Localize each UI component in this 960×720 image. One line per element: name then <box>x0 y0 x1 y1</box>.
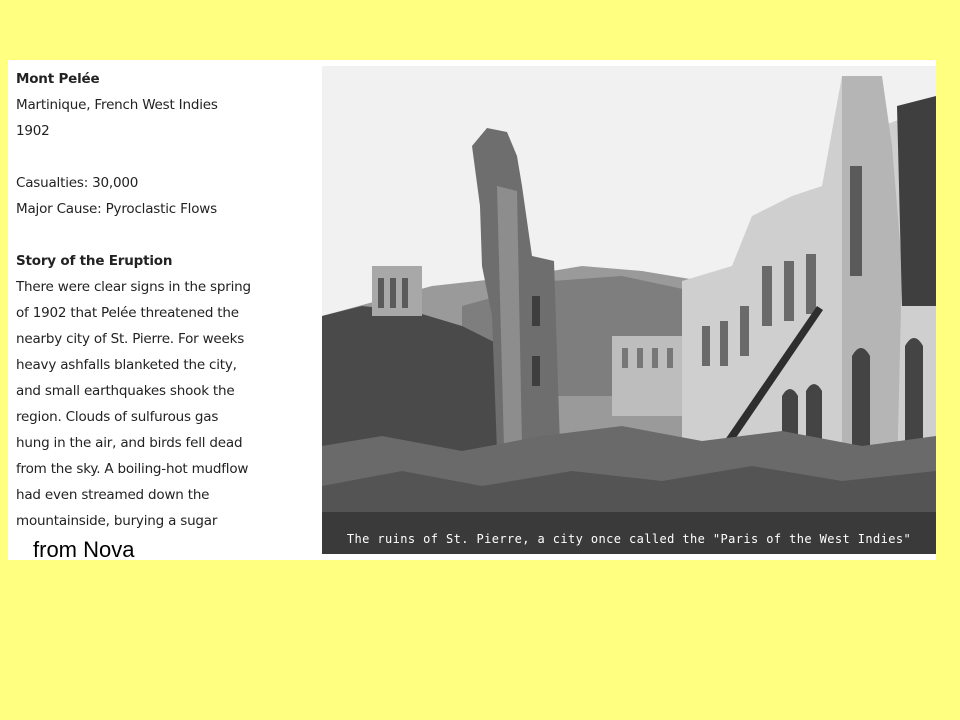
spacer <box>16 144 321 170</box>
article-text <box>16 66 321 534</box>
article-year: 1902 <box>16 123 50 139</box>
article-location: Martinique, French West Indies <box>16 97 218 113</box>
casualties-text: Casualties: 30,000 <box>16 175 139 191</box>
story-line: heavy ashfalls blanketed the city, <box>16 357 237 373</box>
source-note: from Nova <box>33 537 135 562</box>
story-line: of 1902 that Pelée threatened the <box>16 305 239 321</box>
story-line: There were clear signs in the spring <box>16 279 251 295</box>
story-line: from the sky. A boiling-hot mudflow <box>16 461 249 477</box>
story-heading: Story of the Eruption <box>16 253 173 269</box>
story-line: hung in the air, and birds fell dead <box>16 435 243 451</box>
story-line: mountainside, burying a sugar <box>16 513 218 529</box>
content-panel <box>8 60 936 560</box>
story-line: and small earthquakes shook the <box>16 383 235 399</box>
spacer <box>16 222 321 248</box>
ruins-photo-illustration <box>322 66 936 554</box>
article-title: Mont Pelée <box>16 71 100 87</box>
story-line: region. Clouds of sulfurous gas <box>16 409 219 425</box>
major-cause-text: Major Cause: Pyroclastic Flows <box>16 201 217 217</box>
story-line: had even streamed down the <box>16 487 210 503</box>
story-line: nearby city of St. Pierre. For weeks <box>16 331 245 347</box>
photo-caption: The ruins of St. Pierre, a city once called the "Paris of the West Indies" <box>346 532 912 546</box>
ruins-photo <box>322 66 936 554</box>
